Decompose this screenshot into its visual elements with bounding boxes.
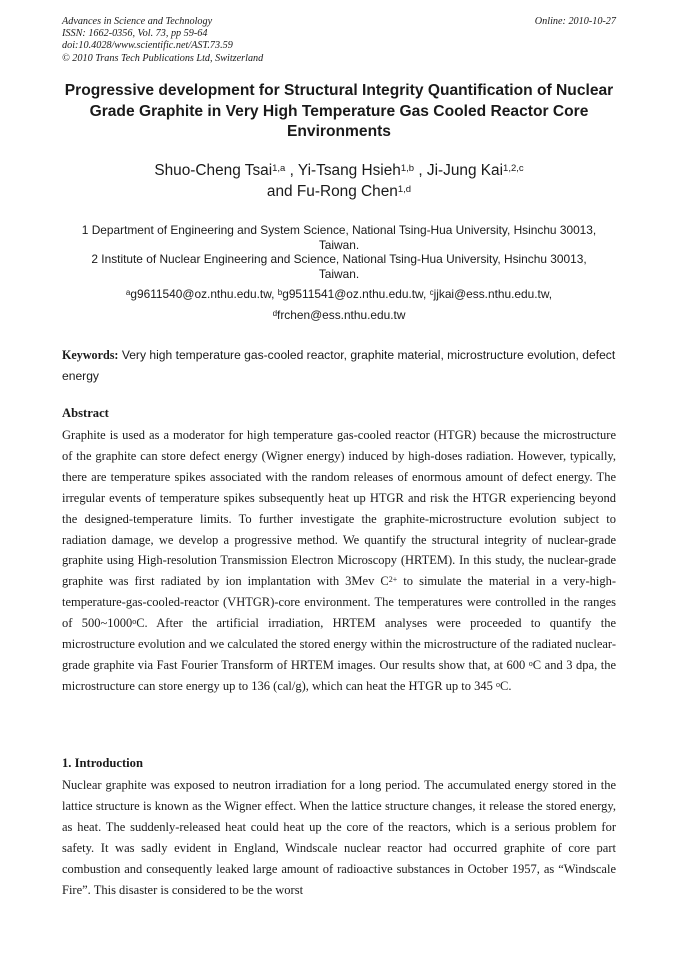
email-mark: b xyxy=(277,288,283,297)
author-name: Shuo-Cheng Tsai xyxy=(154,162,273,179)
author-affil-mark: 1,d xyxy=(397,184,412,195)
introduction-heading: 1. Introduction xyxy=(62,756,143,770)
affiliation-1-line1: 1 Department of Engineering and System Science, National Tsing-Hua University, Hsinchu 30013, xyxy=(81,223,597,237)
email-address: frchen@ess.nthu.edu.tw xyxy=(277,308,406,322)
email-address: g9511541@oz.nthu.edu.tw xyxy=(282,287,423,301)
abstract-part: C. xyxy=(500,678,512,693)
author-list xyxy=(40,160,638,202)
author-separator: , xyxy=(418,162,423,179)
copyright-line: © 2010 Trans Tech Publications Ltd, Switzerland xyxy=(62,52,264,64)
author-name: Ji-Jung Kai xyxy=(426,162,504,179)
abstract-part: C. After the artificial irradiation, HRTEM analyses were proceeded to quantify the microstructure evolution and we calculated the stored energy within the microstructure of the radiated nuclear-grade graphite via Fast Fourier Transform of HRTEM images. Our results show that, at 600 xyxy=(62,616,616,672)
paper-title: Progressive development for Structural Integrity Quantification of Nuclear Grade Graphite in Very High Temperature Gas Cooled Reactor Core Environments xyxy=(64,82,614,141)
author-name: Fu-Rong Chen xyxy=(296,183,398,200)
keywords-block xyxy=(62,345,616,387)
email-mark: c xyxy=(429,288,434,297)
abstract-part: C and 3 dpa, the microstructure can store energy up to 136 (cal/g), which can heat the HTGR up to 345 xyxy=(62,657,616,693)
abstract-heading: Abstract xyxy=(62,406,109,420)
abstract-text xyxy=(62,425,616,697)
abstract-part: Graphite is used as a moderator for high temperature gas-cooled reactor (HTGR) because the microstructure of the graphite can store defect energy (Wigner energy) induced by high-doses radiation. However, typically, there are temperature spikes associated with the random releases of enormous amount of defect energy. The irregular events of temperature spikes subsequently heat up HTGR and risk the HTGR experiencing beyond the designed-temperature limits. To further investigate the graphite-microstructure evolution subject to radiation damage, we develop a progressive method. We quantify the structural integrity of nuclear-grade graphite using High-resolution Transmission Electron Microscopy (HRTEM). In this study, the nuclear-grade graphite was first radiated by ion implantation with 3Mev C xyxy=(62,428,616,589)
author-name: Yi-Tsang Hsieh xyxy=(297,162,401,179)
journal-name: Advances in Science and Technology xyxy=(62,16,213,27)
author-affil-mark: 1,a xyxy=(272,163,286,174)
charge-superscript: 2+ xyxy=(388,575,398,585)
doi-line: doi:10.4028/www.scientific.net/AST.73.59 xyxy=(62,40,233,52)
email-mark: d xyxy=(272,309,278,318)
abstract-part: to simulate the material in a very-high-temperature-gas-cooled-reactor (VHTGR)-core environment. The temperatures were controlled in the ranges of 500~1000 xyxy=(62,574,616,631)
affiliation-2-line2: Taiwan. xyxy=(318,266,360,281)
keywords-text: Very high temperature gas-cooled reactor, graphite material, microstructure evolution, defect energy xyxy=(62,348,616,383)
degree-superscript: o xyxy=(132,617,137,627)
email-mark: a xyxy=(125,288,131,297)
citation-block xyxy=(62,16,616,65)
running-header xyxy=(62,16,616,65)
issn-line: ISSN: 1662-0356, Vol. 73, pp 59-64 xyxy=(62,28,208,40)
email-address: g9611540@oz.nthu.edu.tw xyxy=(130,287,272,301)
author-separator: , xyxy=(289,162,294,179)
degree-superscript: o xyxy=(528,658,533,668)
author-conjunction: and xyxy=(266,183,293,200)
author-affil-mark: 1,b xyxy=(400,163,415,174)
introduction-text: Nuclear graphite was exposed to neutron irradiation for a long period. The accumulated energy stored in the lattice structure is known as the Wigner effect. When the lattice structure changes, it release the stored energy, as heat. The suddenly-released heat could heat up the core of the reactors, which is a serious problem for safety. It was sadly evident in England, Windscale nuclear reactor had occurred graphite of core part combustion and consequently leaked large amount of radioactive substances in October 1957, as “Windscale Fire”. This disaster is considered to be the worst xyxy=(62,778,616,897)
keywords-label: Keywords: xyxy=(62,348,119,362)
affiliation-2-line1: 2 Institute of Nuclear Engineering and Science, National Tsing-Hua University, Hsinchu 30013, xyxy=(91,252,587,267)
email-address: jjkai@ess.nthu.edu.tw xyxy=(433,287,549,301)
affiliation-1-line2: Taiwan. xyxy=(318,237,360,252)
email-list: $^a$g9611540@oz.nthu.edu.tw, $^b$g9511541@oz.nthu.edu.tw, $^c$jjkai@ess.nthu.edu.tw, $^d$frchen@ess.nthu.edu.tw xyxy=(125,287,553,322)
author-affil-mark: 1,2,c xyxy=(503,163,524,174)
degree-superscript: o xyxy=(496,679,501,689)
online-date: Online: 2010-10-27 xyxy=(534,16,616,27)
affiliations xyxy=(55,223,623,281)
